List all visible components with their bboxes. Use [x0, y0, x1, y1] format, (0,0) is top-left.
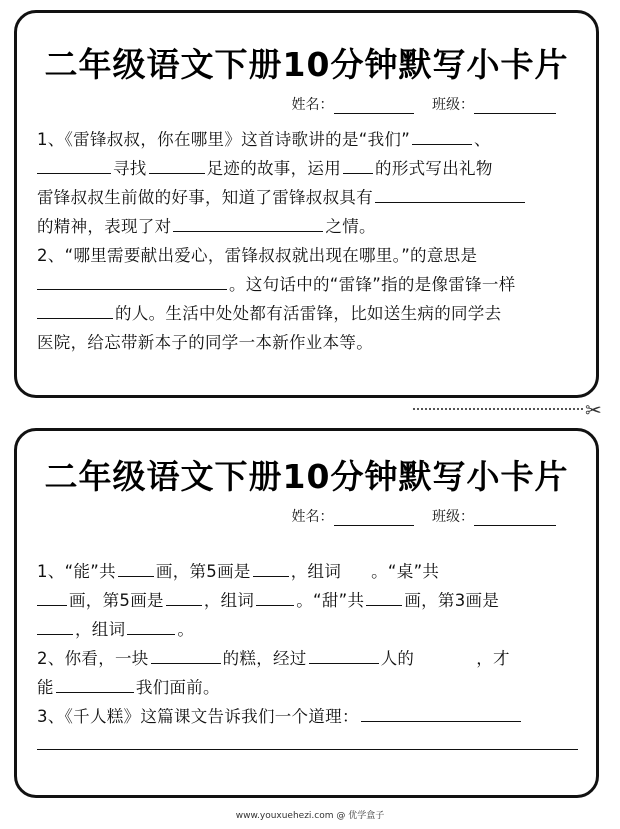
card-title: 二年级语文下册10分钟默写小卡片	[44, 45, 569, 84]
text-segment: 雷锋叔叔生前做的好事，知道了雷锋叔叔具有	[37, 188, 373, 207]
blank[interactable]	[37, 617, 73, 635]
text-line	[37, 125, 580, 154]
text-line	[37, 673, 580, 702]
text-segment: 医院，给忘带新本子的同学一本新作业本等。	[37, 333, 373, 352]
text-line	[37, 615, 580, 644]
text-segment: 1、《雷锋叔叔，你在哪里》这首诗歌讲的是“我们”	[37, 130, 411, 149]
text-segment: 2、“哪里需要献出爱心，雷锋叔叔就出现在哪里。”的意思是	[37, 246, 478, 265]
blank[interactable]	[37, 272, 227, 290]
blank[interactable]	[173, 214, 323, 232]
text-line	[37, 270, 580, 299]
text-segment: 足迹的故事，运用	[206, 159, 342, 178]
blank[interactable]	[375, 185, 525, 203]
student-info	[292, 94, 556, 114]
text-segment: 2、你看，一块	[37, 649, 149, 668]
student-info	[292, 506, 556, 526]
text-segment: 能	[37, 678, 54, 697]
scissors-icon: ✂	[585, 398, 602, 422]
class-field[interactable]	[474, 99, 556, 114]
text-segment: ，才	[476, 649, 510, 668]
text-segment: 。这句话中的“雷锋”指的是像雷锋一样	[229, 275, 516, 294]
text-line	[37, 183, 580, 212]
blank[interactable]	[343, 156, 373, 174]
blank[interactable]	[118, 559, 154, 577]
text-line	[37, 154, 580, 183]
blank[interactable]	[151, 646, 221, 664]
name-field[interactable]	[334, 99, 414, 114]
blank[interactable]	[149, 156, 205, 174]
blank[interactable]	[37, 301, 113, 319]
exercise-text	[37, 557, 580, 750]
text-segment: 1、“能”共	[37, 562, 116, 581]
blank[interactable]	[127, 617, 175, 635]
text-segment: 画，第5画是	[155, 562, 251, 581]
text-line	[37, 702, 580, 731]
text-segment: ，组词	[290, 562, 342, 581]
exercise-text	[37, 125, 580, 357]
answer-line[interactable]	[37, 731, 578, 750]
blank[interactable]	[37, 588, 67, 606]
text-segment: 。“桌”共	[371, 562, 440, 581]
text-line	[37, 586, 580, 615]
blank[interactable]	[56, 675, 134, 693]
text-segment: 、	[474, 130, 491, 149]
text-segment: 。“甜”共	[296, 591, 365, 610]
blank[interactable]	[361, 704, 521, 722]
text-segment: 寻找	[113, 159, 147, 178]
text-line	[37, 644, 580, 673]
text-segment: 画，第5画是	[69, 591, 164, 610]
name-field[interactable]	[334, 511, 414, 526]
blank[interactable]	[166, 588, 202, 606]
blank[interactable]	[366, 588, 402, 606]
card-title: 二年级语文下册10分钟默写小卡片	[44, 457, 569, 496]
dictation-card-2	[14, 428, 599, 798]
text-line	[37, 212, 580, 241]
blank[interactable]	[309, 646, 379, 664]
footer-watermark: www.youxuehezi.com @ 优学盒子	[235, 811, 385, 821]
blank[interactable]	[256, 588, 294, 606]
text-segment: 画，第3画是	[404, 591, 500, 610]
text-line	[37, 299, 580, 328]
text-segment: 的糕，经过	[222, 649, 307, 668]
name-label: 姓名：	[291, 509, 334, 525]
dictation-card-1	[14, 10, 599, 398]
text-segment: 我们面前。	[135, 678, 220, 697]
text-segment: 的人。生活中处处都有活雷锋，比如送生病的同学去	[115, 304, 502, 323]
blank[interactable]	[412, 127, 472, 145]
class-label: 班级：	[432, 97, 474, 113]
blank[interactable]	[37, 156, 111, 174]
text-segment: 3、《千人糕》这篇课文告诉我们一个道理：	[37, 707, 359, 726]
text-line	[37, 241, 580, 270]
text-segment: ，组词	[75, 620, 126, 639]
text-segment: 人的	[380, 649, 415, 668]
blank[interactable]	[253, 559, 289, 577]
text-segment: 的精神，表现了对	[37, 217, 172, 236]
name-label: 姓名：	[291, 97, 334, 113]
text-segment: 的形式写出礼物	[375, 159, 493, 178]
text-line	[37, 557, 580, 586]
text-line	[37, 328, 580, 357]
text-segment: ，组词	[203, 591, 255, 610]
text-segment: 。	[177, 620, 195, 639]
class-label: 班级：	[432, 509, 474, 525]
text-segment: 之情。	[325, 217, 376, 236]
class-field[interactable]	[474, 511, 556, 526]
cut-line	[413, 408, 583, 410]
